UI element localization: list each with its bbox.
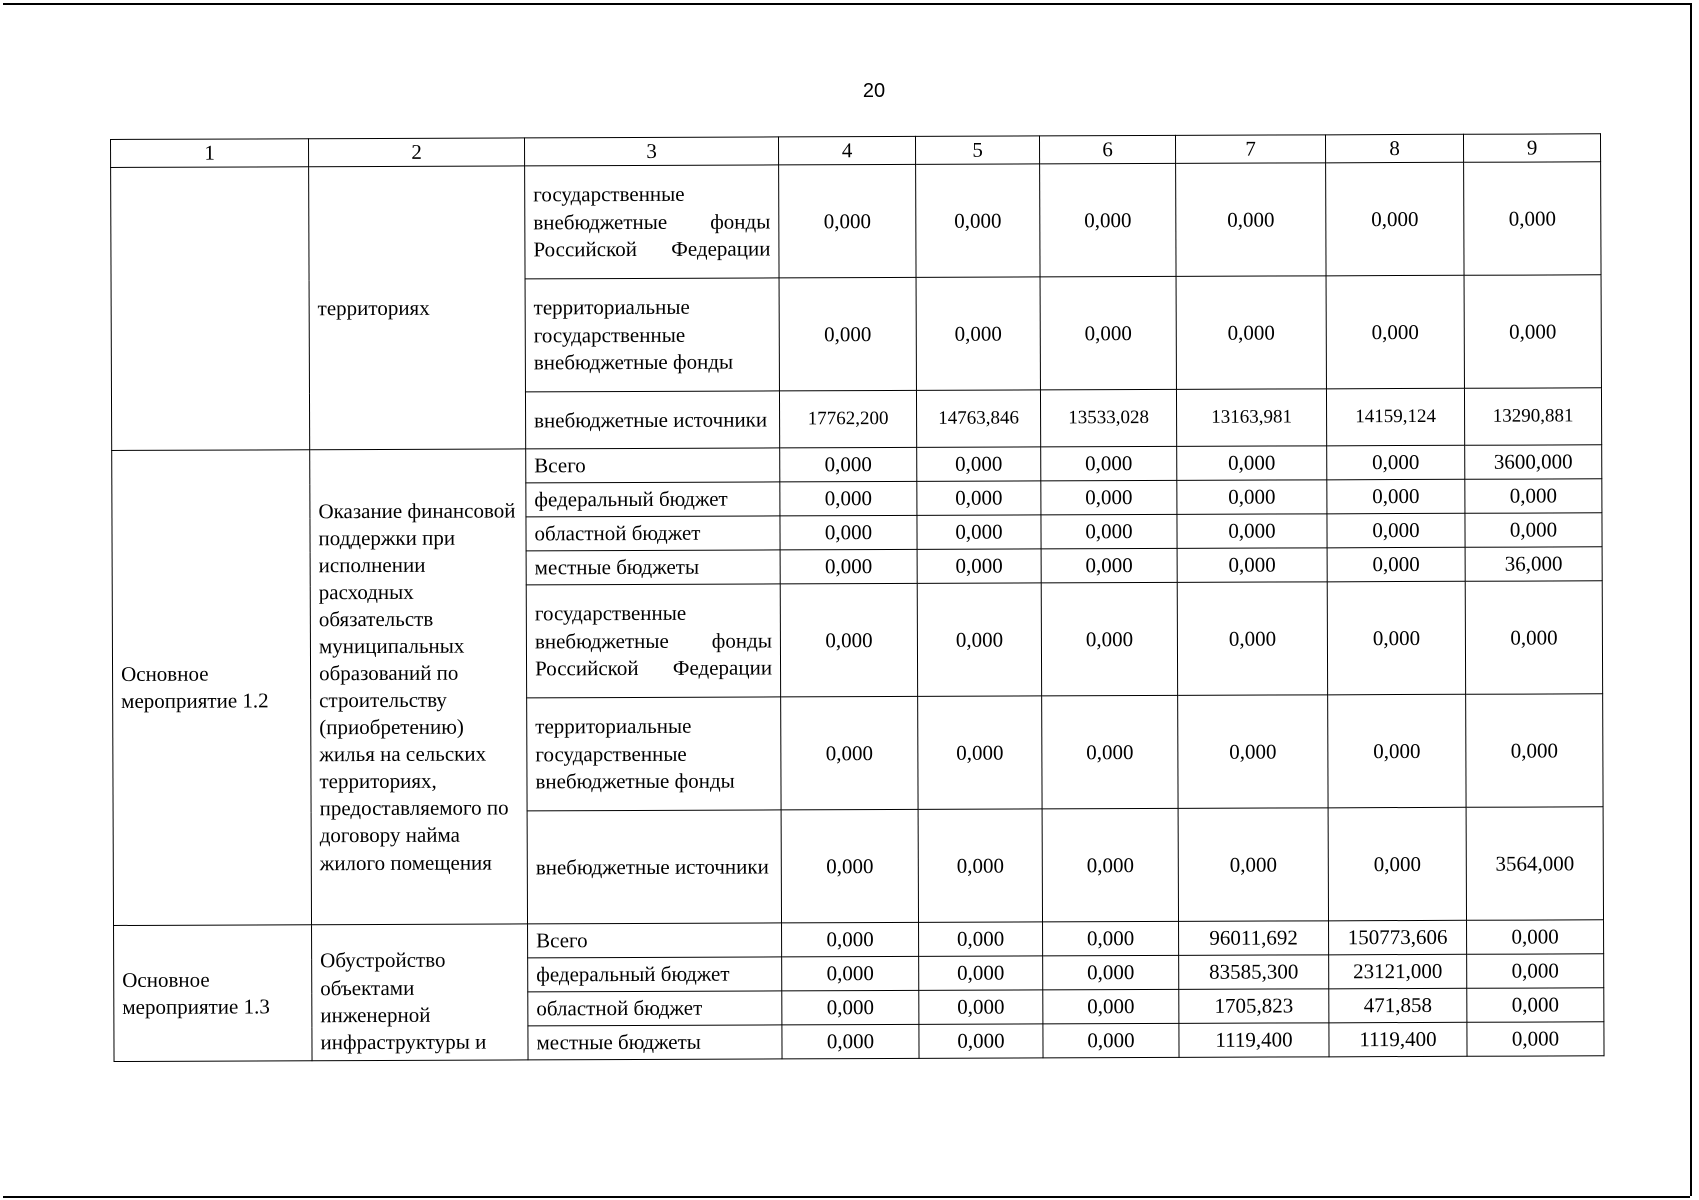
value-cell: 0,000 [1327,581,1465,695]
value-cell: 0,000 [780,481,917,516]
value-cell: 0,000 [780,583,917,697]
value-cell: 14159,124 [1326,388,1464,446]
value-cell: 0,000 [1465,479,1602,514]
value-cell: 0,000 [917,583,1041,696]
value-cell: 0,000 [781,696,918,810]
source-cell: внебюджетные источники [525,391,779,449]
value-cell: 3600,000 [1465,445,1602,480]
description-cell: Обустройство объектами инженерной инфраструктуры и [312,924,529,1061]
source-cell: областной бюджет [526,516,780,551]
value-cell: 3564,000 [1466,807,1603,921]
source-cell: Всего [528,923,782,958]
value-cell: 0,000 [916,277,1040,390]
value-cell: 0,000 [919,990,1043,1024]
source-cell: территориальные государственные внебюджетные фонды [527,697,781,811]
header-cell: 7 [1175,135,1325,164]
value-cell: 0,000 [780,515,917,550]
value-cell: 0,000 [1177,582,1327,696]
value-cell: 0,000 [917,515,1041,549]
value-cell: 0,000 [780,549,917,584]
event-cell: Основное мероприятие 1.2 [112,450,312,926]
source-cell: федеральный бюджет [526,482,780,517]
value-cell: 0,000 [919,1024,1043,1058]
value-cell: 0,000 [1327,547,1465,582]
header-cell: 2 [309,138,525,167]
value-cell: 0,000 [1464,275,1601,389]
value-cell: 0,000 [1043,989,1179,1024]
value-cell: 0,000 [1040,163,1176,277]
value-cell: 0,000 [1177,480,1327,515]
value-cell: 0,000 [1178,808,1328,922]
value-cell: 0,000 [1042,695,1178,809]
description-cell: Оказание финансовой поддержки при исполнении расходных обязательств муниципальных образований по строительству (приобретению) жилья на сельских территориях, предоставляемого по договору найма жилого помещения [310,449,528,925]
value-cell: 0,000 [1327,445,1465,480]
value-cell: 1119,400 [1329,1022,1467,1057]
event-cell [111,167,310,451]
header-cell: 8 [1325,134,1463,163]
value-cell: 0,000 [779,277,916,391]
value-cell: 0,000 [1041,514,1177,549]
source-cell: областной бюджет [528,991,782,1026]
source-label: государственные внебюджетные фонды Российской Федерации [533,182,771,261]
table-row [112,445,1602,485]
value-cell: 0,000 [1177,514,1327,549]
value-cell: 36,000 [1465,547,1602,582]
source-label: государственные внебюджетные фонды Российской Федерации [534,601,773,680]
value-cell: 0,000 [782,922,919,957]
value-cell: 0,000 [916,164,1040,277]
header-cell: 6 [1039,135,1175,164]
header-cell: 5 [915,136,1039,165]
value-cell: 0,000 [1042,808,1178,922]
value-cell: 0,000 [779,164,916,278]
value-cell: 0,000 [1177,446,1327,481]
table-row [111,162,1601,281]
description-cell: территориях [309,166,526,450]
value-cell: 0,000 [1465,513,1602,548]
value-cell: 0,000 [1327,479,1465,514]
value-cell: 150773,606 [1329,920,1467,955]
value-cell: 471,858 [1329,988,1467,1023]
value-cell: 0,000 [1467,954,1604,989]
value-cell: 0,000 [1041,582,1177,696]
value-cell: 0,000 [1465,581,1602,695]
value-cell: 0,000 [1178,695,1328,809]
value-cell: 0,000 [1176,163,1326,277]
value-cell: 0,000 [1041,548,1177,583]
value-cell: 0,000 [781,809,918,923]
value-cell: 0,000 [1176,276,1326,390]
header-cell: 3 [524,137,778,166]
value-cell: 13163,981 [1176,389,1326,447]
source-cell: местные бюджеты [528,1025,782,1060]
value-cell: 0,000 [782,1024,919,1059]
source-cell: местные бюджеты [526,550,780,585]
value-cell: 0,000 [1177,548,1327,583]
value-cell: 0,000 [917,549,1041,583]
value-cell: 0,000 [1467,988,1604,1023]
value-cell: 0,000 [1041,480,1177,515]
budget-table [110,133,1605,1062]
source-cell: территориальные государственные внебюджетные фонды [525,278,779,392]
value-cell: 0,000 [1043,1023,1179,1058]
value-cell: 0,000 [917,481,1041,515]
value-cell: 0,000 [917,447,1041,481]
value-cell: 0,000 [1467,920,1604,955]
value-cell: 0,000 [780,447,917,482]
source-cell: внебюджетные источники [527,810,781,924]
value-cell: 17762,200 [779,390,916,448]
value-cell: 0,000 [1466,694,1603,808]
value-cell: 1119,400 [1179,1023,1329,1058]
header-cell: 1 [111,139,309,168]
value-cell: 0,000 [782,956,919,991]
value-cell: 1705,823 [1179,989,1329,1024]
source-cell: федеральный бюджет [528,957,782,992]
event-cell: Основное мероприятие 1.3 [114,925,313,1062]
header-cell: 4 [778,136,915,165]
value-cell: 96011,692 [1179,921,1329,956]
value-cell: 14763,846 [916,390,1040,447]
value-cell: 0,000 [1328,694,1466,808]
source-cell [526,584,780,698]
value-cell: 0,000 [1043,955,1179,990]
value-cell: 23121,000 [1329,954,1467,989]
value-cell: 0,000 [1327,513,1465,548]
value-cell: 83585,300 [1179,955,1329,990]
table-row [114,920,1604,960]
value-cell: 13533,028 [1040,389,1176,447]
value-cell: 0,000 [1467,1022,1604,1057]
value-cell: 0,000 [782,990,919,1025]
value-cell: 0,000 [1328,807,1466,921]
value-cell: 0,000 [918,809,1042,922]
value-cell: 0,000 [1326,162,1464,276]
page-number: 20 [862,80,886,102]
header-cell: 9 [1463,134,1600,163]
value-cell: 0,000 [918,696,1042,809]
value-cell: 0,000 [1041,446,1177,481]
value-cell: 0,000 [1464,162,1601,276]
value-cell: 0,000 [919,922,1043,956]
source-cell [525,165,779,279]
value-cell: 0,000 [1043,921,1179,956]
source-cell: Всего [526,448,780,483]
value-cell: 0,000 [919,956,1043,990]
value-cell: 13290,881 [1464,388,1601,446]
value-cell: 0,000 [1040,276,1176,390]
value-cell: 0,000 [1326,275,1464,389]
